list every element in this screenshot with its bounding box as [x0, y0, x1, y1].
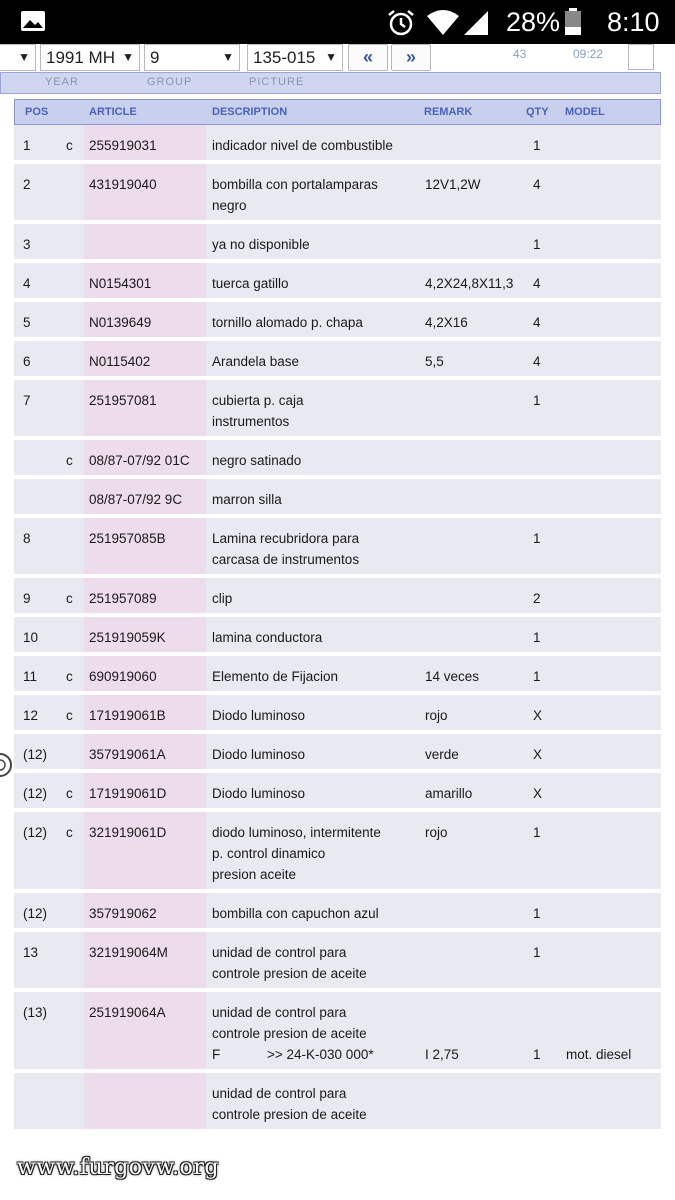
row-description: Diodo luminoso — [212, 708, 306, 723]
row-qty: 1 — [533, 825, 541, 840]
row-remark: amarillo — [425, 786, 473, 801]
row-article[interactable]: 171919061D — [89, 786, 167, 801]
info-count: 43 — [513, 47, 527, 61]
row-flag: c — [66, 591, 73, 606]
row-description: bombilla con portalamparas negro — [212, 177, 378, 213]
table-row[interactable] — [14, 695, 661, 734]
table-row[interactable] — [14, 380, 661, 440]
row-pos: 3 — [23, 237, 31, 252]
row-description: clip — [212, 591, 233, 606]
row-remark: 5,5 — [425, 354, 444, 369]
row-article[interactable]: 690919060 — [89, 669, 157, 684]
row-qty: X — [533, 708, 543, 723]
table-row[interactable] — [14, 518, 661, 578]
row-description: bombilla con capuchon azul — [212, 906, 379, 921]
row-remark: 12V1,2W — [425, 177, 481, 192]
table-row[interactable] — [14, 773, 661, 812]
header-remark: REMARK — [424, 106, 473, 118]
row-qty: 1 — [533, 906, 541, 921]
table-row[interactable] — [14, 893, 661, 932]
row-qty: X — [533, 747, 543, 762]
row-description: ya no disponible — [212, 237, 310, 252]
picture-label: PICTURE — [249, 76, 305, 88]
row-extra-range: >> 24-K-030 000* — [267, 1047, 374, 1062]
row-pos: 10 — [23, 630, 39, 645]
row-remark: rojo — [425, 825, 448, 840]
alarm-icon — [386, 8, 416, 38]
table-row[interactable] — [14, 302, 661, 341]
row-article[interactable]: 251957081 — [89, 393, 157, 408]
row-qty: 4 — [533, 315, 541, 330]
row-extra-code: F — [212, 1047, 221, 1062]
row-description: negro satinado — [212, 453, 302, 468]
row-article[interactable]: 171919061B — [89, 708, 166, 723]
row-qty: 4 — [533, 276, 541, 291]
row-qty: 1 — [533, 138, 541, 153]
row-qty: 1 — [533, 669, 541, 684]
row-flag: c — [66, 453, 73, 468]
row-remark: 14 veces — [425, 669, 480, 684]
year-select-value: 1991 MH — [46, 48, 115, 67]
dropdown-arrow-icon: ▼ — [122, 50, 134, 64]
row-qty: 2 — [533, 591, 541, 606]
row-pos: (12) — [23, 786, 48, 801]
article-column-bg — [84, 1073, 206, 1129]
row-description: unidad de control para controle presion de aceite — [212, 945, 367, 981]
table-row[interactable] — [14, 578, 661, 617]
row-qty: 1 — [533, 237, 541, 252]
row-description: indicador nivel de combustible — [212, 138, 393, 153]
info-time: 09:22 — [573, 47, 604, 61]
status-bar — [0, 0, 675, 44]
header-model: MODEL — [565, 106, 605, 118]
table-row[interactable] — [14, 1073, 661, 1133]
row-qty: 1 — [533, 630, 541, 645]
row-article[interactable]: 251957085B — [89, 531, 166, 546]
table-row[interactable] — [14, 734, 661, 773]
row-qty: 1 — [533, 531, 541, 546]
toolbar — [0, 44, 675, 72]
row-pos: 11 — [23, 669, 38, 684]
table-row[interactable] — [14, 341, 661, 380]
wifi-icon — [426, 10, 460, 36]
row-pos: (12) — [23, 906, 48, 921]
row-remark: 4,2X16 — [425, 315, 468, 330]
row-remark: verde — [425, 747, 459, 762]
row-flag: c — [66, 825, 73, 840]
row-flag: c — [66, 138, 73, 153]
cell-signal-icon — [462, 10, 490, 36]
group-select[interactable] — [144, 44, 240, 71]
row-description: lamina conductora — [212, 630, 323, 645]
table-row[interactable] — [14, 224, 661, 263]
row-description: Arandela base — [212, 354, 300, 369]
row-description: tornillo alomado p. chapa — [212, 315, 363, 330]
row-pos: 12 — [23, 708, 39, 723]
row-flag: c — [66, 786, 73, 801]
header-qty: QTY — [526, 106, 549, 118]
row-remark: 4,2X24,8X11,3 — [425, 276, 514, 291]
picture-select-value: 135-015 — [253, 48, 316, 67]
row-article[interactable]: 08/87-07/92 01C — [89, 453, 190, 468]
table-row[interactable] — [14, 263, 661, 302]
row-article[interactable]: 357919062 — [89, 906, 157, 921]
table-row[interactable] — [14, 992, 661, 1073]
edge-graphic-icon — [0, 735, 12, 795]
row-pos: 13 — [23, 945, 39, 960]
row-flag: c — [66, 708, 73, 723]
watermark: www.furgovw.org — [17, 1155, 220, 1180]
row-article[interactable]: 321919061D — [89, 825, 167, 840]
clock: 8:10 — [607, 7, 660, 37]
row-pos: 2 — [23, 177, 31, 192]
header-pos: POS — [25, 106, 49, 118]
table-body — [14, 125, 661, 1133]
row-article[interactable]: N0154301 — [89, 276, 152, 291]
table-row[interactable] — [14, 440, 661, 479]
row-pos: 9 — [23, 591, 31, 606]
row-qty: 4 — [533, 177, 541, 192]
group-select-value: 9 — [150, 48, 160, 67]
row-article[interactable]: 08/87-07/92 9C — [89, 492, 183, 507]
row-pos: 4 — [23, 276, 31, 291]
battery-percent: 28% — [506, 7, 561, 37]
selector-labels — [0, 72, 661, 94]
next-picture-button[interactable]: » — [391, 44, 431, 71]
header-article: ARTICLE — [89, 106, 137, 118]
row-qty: 4 — [533, 354, 541, 369]
row-qty: X — [533, 786, 543, 801]
row-extra-model: mot. diesel — [566, 1047, 632, 1062]
article-column-bg — [84, 224, 206, 259]
prev-picture-button[interactable]: « — [348, 44, 388, 71]
dropdown-arrow-icon: ▼ — [222, 50, 234, 64]
row-flag: c — [66, 669, 73, 684]
row-description: Diodo luminoso — [212, 786, 306, 801]
table-row[interactable] — [14, 479, 661, 518]
table-row[interactable] — [14, 164, 661, 224]
year-label: YEAR — [45, 76, 79, 88]
row-description: Lamina recubridora para carcasa de instrumentos — [212, 531, 360, 567]
table-row[interactable] — [14, 125, 661, 164]
row-pos: 7 — [23, 393, 31, 408]
dropdown-arrow-icon: ▼ — [325, 50, 337, 64]
row-description: Elemento de Fijacion — [212, 669, 339, 684]
row-pos: (12) — [23, 825, 48, 840]
row-pos: 6 — [23, 354, 31, 369]
row-extra-qty: 1 — [533, 1047, 541, 1062]
row-article[interactable]: 431919040 — [89, 177, 157, 192]
table-row[interactable] — [14, 617, 661, 656]
row-description: tuerca gatillo — [212, 276, 289, 291]
table-row[interactable] — [14, 932, 661, 992]
row-extra-remark: I 2,75 — [425, 1047, 459, 1062]
row-article[interactable]: 357919061A — [89, 747, 166, 762]
row-description: diodo luminoso, intermitente p. control dinamico presion aceite — [212, 825, 381, 882]
row-pos: 1 — [23, 138, 31, 153]
year-select[interactable] — [40, 44, 140, 71]
row-article[interactable]: 255919031 — [89, 138, 157, 153]
row-description: unidad de control para controle presion de aceite — [212, 1086, 367, 1122]
row-article[interactable]: N0139649 — [89, 315, 152, 330]
gallery-icon — [20, 10, 46, 32]
row-pos: 5 — [23, 315, 31, 330]
dropdown-arrow-icon: ▼ — [18, 50, 30, 64]
row-description: Diodo luminoso — [212, 747, 306, 762]
table-header — [14, 99, 661, 125]
row-description: marron silla — [212, 492, 282, 507]
row-pos: 8 — [23, 531, 31, 546]
row-description: cubierta p. caja instrumentos — [212, 393, 304, 429]
row-article[interactable]: N0115402 — [89, 354, 151, 369]
row-pos: (13) — [23, 1005, 48, 1020]
extra-toolbar-box[interactable] — [628, 44, 654, 70]
row-remark: rojo — [425, 708, 448, 723]
row-article[interactable]: 321919064M — [89, 945, 168, 960]
parts-table — [14, 99, 661, 1133]
row-description: unidad de control para controle presion de aceite — [212, 1005, 367, 1041]
row-pos: (12) — [23, 747, 48, 762]
table-row[interactable] — [14, 812, 661, 893]
row-qty: 1 — [533, 393, 541, 408]
header-description: DESCRIPTION — [212, 106, 288, 118]
table-row[interactable] — [14, 656, 661, 695]
picture-select[interactable] — [247, 44, 343, 71]
row-article[interactable]: 251919059K — [89, 630, 166, 645]
group-label: GROUP — [147, 76, 193, 88]
row-article[interactable]: 251919064A — [89, 1005, 166, 1020]
row-qty: 1 — [533, 945, 541, 960]
battery-icon — [564, 8, 582, 36]
model-select[interactable] — [0, 44, 36, 71]
row-article[interactable]: 251957089 — [89, 591, 157, 606]
